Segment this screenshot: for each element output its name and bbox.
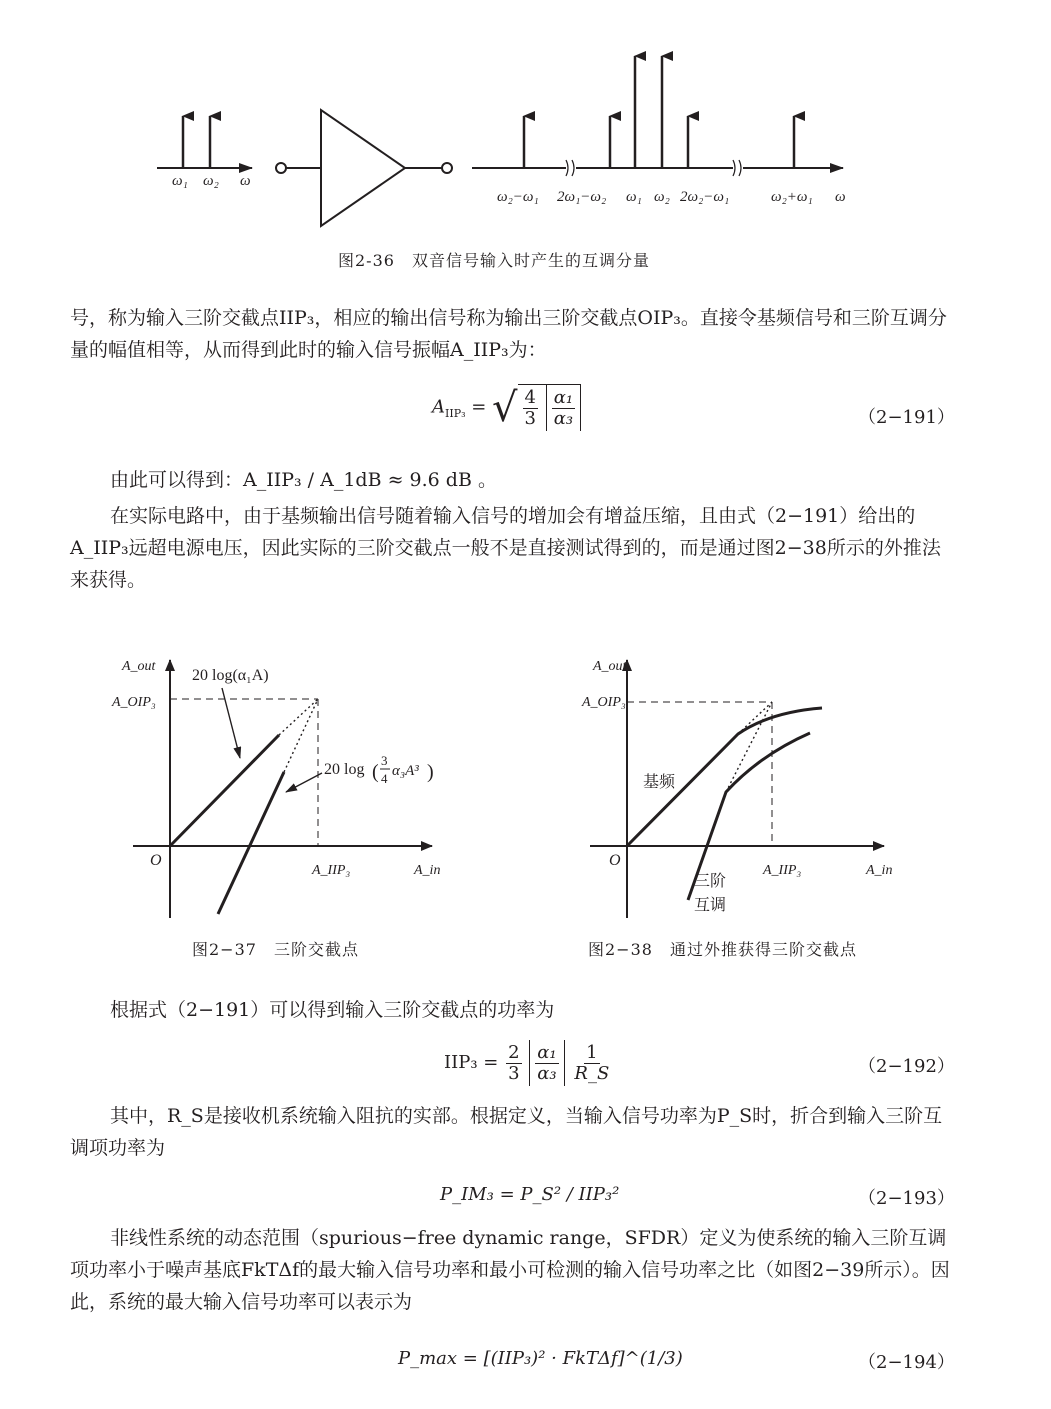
figure-2-36-spectrum-diagram (0, 0, 1051, 240)
paragraph-iip3-power: 根据式（2−191）可以得到输入三阶交截点的功率为 (110, 999, 555, 1021)
output-label-2w1-minus-w2: 2ω₁−ω₂ (557, 189, 607, 205)
fig237-y-label: A_out (122, 659, 156, 674)
equation-2-194-number: （2−194） (858, 1352, 955, 1373)
figure-2-36-caption: 图2-36 双音信号输入时产生的互调分量 (338, 251, 650, 270)
fig238-iip-label: A_IIP₃ (763, 863, 802, 878)
paragraph-ratio-9-6db: 由此可以得到：A_IIP₃ / A_1dB ≈ 9.6 dB 。 (110, 469, 497, 491)
paragraph-sfdr: 非线性系统的动态范围（spurious−free dynamic range，SFDR）定义为使系统的输入三阶互调项功率小于噪声基底FkTΔf的最大输入信号功率和最小可检测的输入信号功率之比（如图2−39所示）。因此，系统的最大输入信号功率可以表示为 (70, 1227, 950, 1313)
equation-2-193: P_IM₃ = P_S² / IIP₃² (440, 1184, 620, 1205)
fig238-y-label: A_out (593, 659, 627, 674)
fig238-third-label-2: 互调 (694, 895, 727, 914)
equation-2-193-number: （2−193） (858, 1188, 955, 1209)
output-label-w1: ω₁ (626, 189, 642, 205)
amplifier-output-node (442, 163, 452, 173)
input-label-w1: ω₁ (172, 173, 188, 189)
figure-2-38-caption: 图2−38 通过外推获得三阶交截点 (588, 940, 857, 959)
output-label-w: ω (835, 189, 846, 205)
fig237-fundamental-label: 20 log(α₁A) (192, 667, 269, 684)
equation-2-191-number: （2−191） (858, 407, 955, 428)
fig237-third-num: 3 (381, 753, 388, 768)
svg-text:): ) (427, 761, 434, 783)
fig237-fundamental-line (170, 735, 279, 846)
paragraph-iip3-definition: 号，称为输入三阶交截点IIP₃，相应的输出信号称为输出三阶交截点OIP₃。直接令基频信号和三阶互调分量的幅值相等，从而得到此时的输入信号振幅A_IIP₃为： (70, 307, 947, 361)
fig237-origin-label: O (150, 852, 162, 869)
fig238-oip-label: A_OIP₃ (582, 695, 626, 710)
fig238-fundamental-label: 基频 (643, 772, 676, 791)
fig237-iip-label: A_IIP₃ (312, 863, 351, 878)
equation-2-192-number: （2−192） (858, 1056, 955, 1077)
output-label-w2: ω₂ (654, 189, 670, 205)
svg-text:(: ( (372, 761, 379, 783)
fig238-fundamental-curve (627, 708, 822, 846)
amplifier-triangle (321, 110, 405, 226)
output-label-2w2-minus-w1: 2ω₂−ω₁ (680, 189, 730, 205)
fig237-third-tail: α₃A³ (392, 763, 419, 779)
fig237-oip-label: A_OIP₃ (112, 695, 156, 710)
fig237-third-label-prefix: 20 log (324, 761, 365, 778)
amplifier-input-node (276, 163, 286, 173)
fig237-x-label: A_in (414, 863, 441, 878)
fig238-third-order-curve (688, 733, 810, 900)
paragraph-extrapolation: 在实际电路中，由于基频输出信号随着输入信号的增加会有增益压缩，且由式（2−191）给出的A_IIP₃远超电源电压，因此实际的三阶交截点一般不是直接测试得到的，而是通过图2−38所示的外推法来获得。 (70, 505, 941, 591)
paragraph-rs-definition: 其中，R_S是接收机系统输入阻抗的实部。根据定义，当输入信号功率为P_S时，折合到输入三阶互调项功率为 (70, 1105, 943, 1159)
equation-2-191: $A_{IIP_3}$ = √ $\frac{4}{3}$ $\frac{\text{α₁}}{\text{α₃}}$ (432, 384, 581, 431)
fig237-third-order-line (218, 772, 284, 914)
equation-2-194: P_max = [(IIP₃)² · FkTΔf]^(1/3) (398, 1348, 683, 1369)
fig237-third-den: 4 (381, 771, 388, 786)
fig238-x-label: A_in (866, 863, 893, 878)
figure-2-37-caption: 图2−37 三阶交截点 (192, 940, 359, 959)
output-label-w2-minus-w1: ω₂−ω₁ (497, 189, 539, 205)
fig238-origin-label: O (609, 852, 621, 869)
equation-2-192: IIP₃ = $\frac{2}{3}$ $\frac{\text{α₁}}{\text{α₃}}$ $\frac{1}{R\_S}$ (444, 1040, 613, 1086)
fig238-third-label-1: 三阶 (694, 871, 727, 890)
input-label-w2: ω₂ (203, 173, 219, 189)
output-label-w2-plus-w1: ω₂+ω₁ (771, 189, 813, 205)
input-label-w: ω (240, 173, 251, 189)
